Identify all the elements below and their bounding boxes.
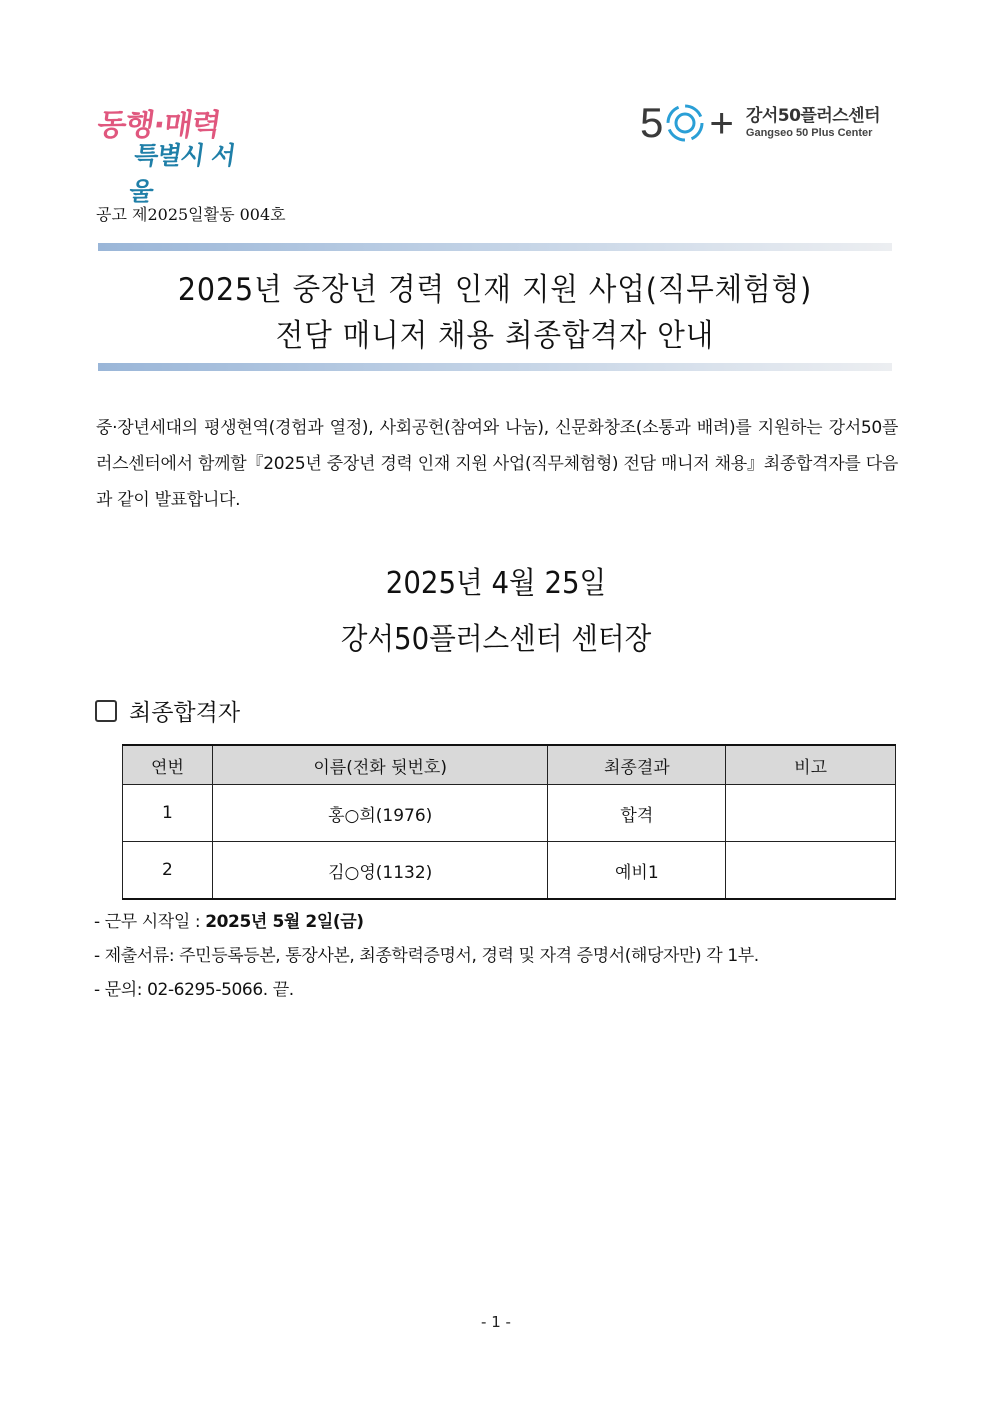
- table-row: [123, 785, 896, 842]
- logo-name-en: Gangseo 50 Plus Center: [745, 127, 873, 139]
- note-documents: - 제출서류: 주민등록등본, 통장사본, 최종학력증명서, 경력 및 자격 증명서(해당자만) 각 1부.: [94, 946, 759, 966]
- logo-name-ko: 강서50플러스센터: [745, 106, 881, 126]
- logo-text: [746, 106, 880, 140]
- note-start-value: 2025년 5월 2일(금): [205, 912, 364, 932]
- notice-number: 공고 제2025일활동 004호: [96, 205, 286, 224]
- cell-result: 예비1: [548, 842, 726, 900]
- section-label: 최종합격자: [129, 700, 241, 726]
- header-note: 비고: [726, 745, 896, 785]
- header-name: 이름(전화 뒷번호): [212, 745, 548, 785]
- note-start-date: [94, 905, 914, 939]
- intro-paragraph: 중·장년세대의 평생현역(경험과 열정), 사회공헌(참여와 나눔), 신문화창조(소통과 배려)를 지원하는 강서50플러스센터에서 함께할『2025년 중장년 경력 인재 지원 사업(직무체험형) 전담 매니저 채용』최종합격자를 다음과 같이 발표합니다.: [96, 418, 898, 510]
- 50plus-mark: [640, 101, 734, 145]
- logo-plus: +: [709, 99, 734, 146]
- announcement-date: 2025년 4월 25일: [385, 566, 607, 601]
- cell-result: 합격: [548, 785, 726, 842]
- cell-no: 1: [123, 785, 213, 842]
- section-heading: [95, 694, 240, 727]
- table-header-row: [123, 745, 896, 785]
- page-title-line1: 2025년 중장년 경력 인재 지원 사업(직무체험형): [177, 272, 813, 308]
- cell-name: 김○영(1132): [212, 842, 548, 900]
- logo-five: 5: [640, 99, 664, 146]
- note-start-prefix: - 근무 시작일 :: [94, 912, 206, 932]
- ring-icon: [665, 103, 705, 143]
- page-title-line2: 전담 매니저 채용 최종합격자 안내: [275, 318, 715, 354]
- checkbox-icon: [95, 700, 117, 722]
- cell-note: [726, 842, 896, 900]
- notes-list: [94, 905, 914, 1007]
- seoul-logo-line2: 특별시 서울: [127, 141, 237, 206]
- cell-name: 홍○희(1976): [212, 785, 548, 842]
- note-contact: - 문의: 02-6295-5066. 끝.: [94, 980, 294, 1000]
- title-band-bottom: [98, 363, 892, 371]
- cell-note: [726, 785, 896, 842]
- announcement-issuer: 강서50플러스센터 센터장: [340, 622, 652, 657]
- header-no: 연번: [123, 745, 213, 785]
- table-row: [123, 842, 896, 900]
- page-number: - 1 -: [481, 1313, 511, 1331]
- results-table: [122, 744, 896, 900]
- header-result: 최종결과: [548, 745, 726, 785]
- gangseo-50plus-logo: [640, 98, 910, 148]
- seoul-slogan-logo: [95, 100, 248, 206]
- title-band-top: [98, 243, 892, 251]
- seoul-logo-line1: 동행·매력: [95, 108, 223, 143]
- cell-no: 2: [123, 842, 213, 900]
